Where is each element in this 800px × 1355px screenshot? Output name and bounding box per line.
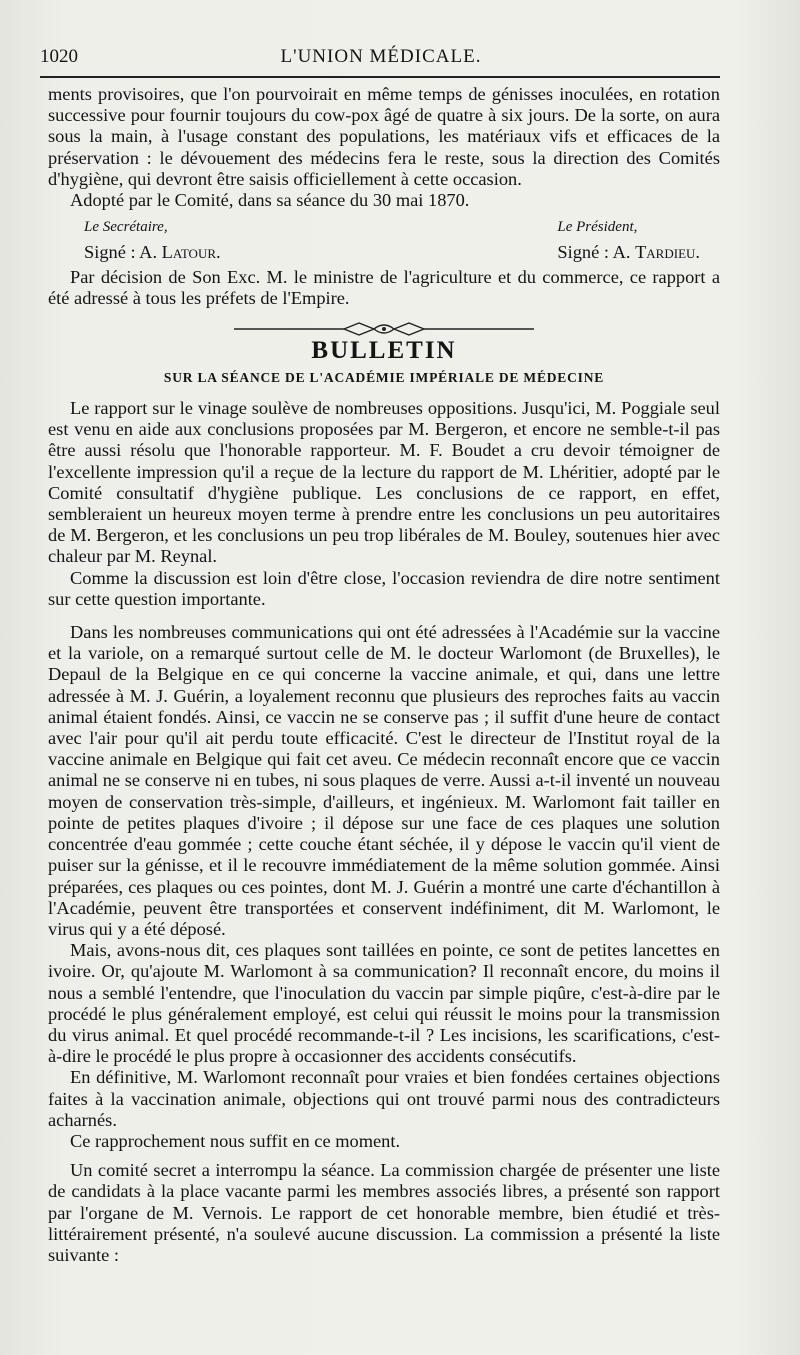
paragraph-comite: Un comité secret a interrompu la séance. La commission chargée de présenter une liste de candidats à la place vacante parmi les membres associés libres, a présenté son rapport par l'organe de M. Vernois. Le rapport de cet honorable membre, bien étudié et très-littérairement présenté, n'a soulevé aucune discussion. La commission a présenté la liste suivante : xyxy=(48,1160,720,1265)
president-name: Tardieu. xyxy=(635,242,700,263)
page-header xyxy=(40,46,722,72)
adopted-line: Adopté par le Comité, dans sa séance du 30 mai 1870. xyxy=(70,190,470,211)
paragraph-plaques: Mais, avons-nous dit, ces plaques sont taillées en pointe, ce sont de petites lancettes en ivoire. Or, qu'ajoute M. Warlomont à sa communication? Il reconnaît encore, du moins il nous a semblé l'entendre, que l'inoculation du vaccin par simple piqûre, c'est-à-dire par le procédé le plus généralement employé, est celui qui réussit le moins pour la transmission du virus animal. Et quel procédé recommande-t-il ? Les incisions, les scarifications, c'est-à-dire le procédé le plus propre à occasionner des accidents consécutifs. xyxy=(48,940,720,1067)
page-body xyxy=(48,84,720,1266)
running-title: L'UNION MÉDICALE. xyxy=(280,46,482,67)
bulletin-subtitle: SUR LA SÉANCE DE L'ACADÉMIE IMPÉRIALE DE MÉDECINE xyxy=(163,369,605,385)
signature-secretary xyxy=(84,217,221,263)
decision-paragraph: Par décision de Son Exc. M. le ministre de l'agriculture et du commerce, ce rapport a été adressé à tous les préfets de l'Empire. xyxy=(48,267,720,309)
page-number: 1020 xyxy=(40,46,78,67)
secretary-role: Le Secrétaire, xyxy=(84,219,168,236)
bulletin-title: BULLETIN xyxy=(311,336,457,364)
president-signature xyxy=(557,242,700,263)
paragraph-definitive: En définitive, M. Warlomont reconnaît pour vraies et bien fondées certaines objections faites à la vaccination animale, objections qui ont trouvé parmi nous des contradicteurs acharnés. xyxy=(48,1067,720,1130)
paragraph-communications: Dans les nombreuses communications qui ont été adressées à l'Académie sur la vaccine et la variole, on a remarqué surtout celle de M. le docteur Warlomont (de Bruxelles), le Depaul de la Belgique en ce qui concerne la vaccine animale, et qui, dans une lettre adressée à M. J. Guérin, a loyalement reconnu que plusieurs des reproches faits au vaccin animal étaient fondés. Ainsi, ce vaccin ne se conserve pas ; il suffit d'une heure de contact avec l'air pour qu'il ait perdu toute efficacité. C'est le directeur de l'Institut royal de la vaccine animale en Belgique qui fait cet aveu. Ce médecin reconnaît encore que ce vaccin animal ne se conserve ni en tubes, ni sous plaques de verre. Aussi a-t-il inventé un nouveau moyen de conservation très-simple, d'ailleurs, et ingénieux. M. Warlomont fait tailler en pointe de petites plaques d'ivoire ; il dépose sur une face de ces plaques une solution concentrée d'eau gommée ; cette couche étant séchée, il y dépose le vaccin qu'il vient de puiser sur la génisse, et il le recouvre immédiatement de la même solution gommée. Ainsi préparées, ces plaques ou ces pointes, dont M. J. Guérin a montré une carte d'échantillon à l'Académie, peuvent être transportées et conservent indéfiniment, dit M. Warlomont, le virus qui y a été déposé. xyxy=(48,622,720,939)
president-prefix: Signé : A. xyxy=(557,242,636,263)
paragraph-vinage: Le rapport sur le vinage soulève de nombreuses oppositions. Jusqu'ici, M. Poggiale seul est venu en aide aux conclusions proposées par M. Bergeron, et encore ne semble-t-il pas être aussi résolu que l'honorable rapporteur. M. F. Boudet a cru devoir témoigner de l'excellente impression qu'il a reçue de la lecture du rapport de M. Lhéritier, adopté par le Comité consultatif d'hygiène publique. Les conclusions de ce rapport, en effet, sembleraient un heureux moyen terme à prendre entre les conclusions un peu autoritaires de M. Bergeron, et les conclusions un peu trop libérales de M. Bouley, soutenues hier avec chaleur par M. Reynal. xyxy=(48,398,720,567)
header-rule xyxy=(40,76,720,78)
intro-paragraph: ments provisoires, que l'on pourvoirait en même temps de génisses inoculées, en rotation successive pour fournir toujours du cow-pox âgé de quatre à six jours. De la sorte, on aura sous la main, à l'usage constant des populations, les matériaux vifs et efficaces de la préservation : le dévouement des médecins fera le reste, sous la direction des Comités d'hygiène, qui devront être saisis officiellement à cette occasion. xyxy=(48,84,720,189)
paragraph-rapprochement: Ce rapprochement nous suffit en ce moment. xyxy=(70,1130,401,1151)
secretary-prefix: Signé : A. xyxy=(84,242,162,263)
paragraph-discussion: Comme la discussion est loin d'être close, l'occasion reviendra de dire notre sentiment sur cette question importante. xyxy=(48,567,720,609)
secretary-signature xyxy=(84,242,221,263)
signature-block xyxy=(48,217,720,267)
president-role: Le Président, xyxy=(557,219,638,236)
secretary-name: Latour. xyxy=(161,242,221,263)
signature-president xyxy=(557,217,700,263)
ornament-divider xyxy=(234,320,534,338)
